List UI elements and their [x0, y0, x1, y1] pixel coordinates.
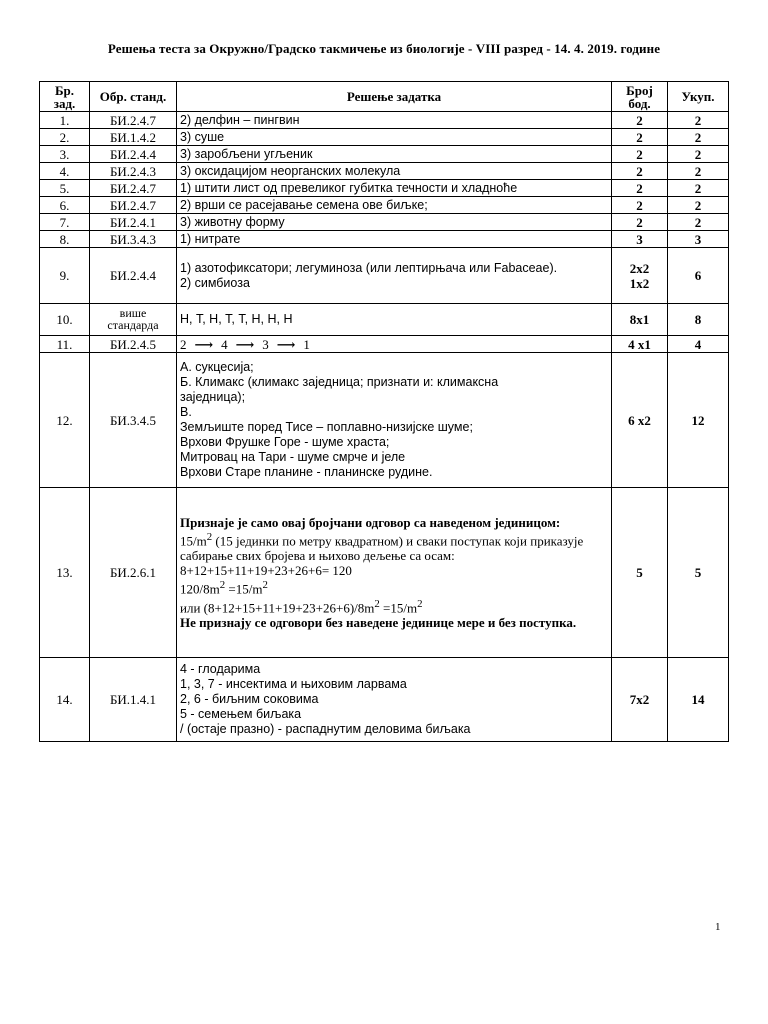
table-row	[40, 248, 729, 304]
table-row	[40, 180, 729, 197]
standard-code: БИ.2.4.5	[90, 336, 177, 353]
sequence-item: 2	[180, 336, 187, 352]
answer-reject-note: Не признају се одговори без наведене јединице мере и без поступка.	[180, 614, 577, 630]
standard-code: БИ.3.4.5	[90, 353, 177, 488]
answer-text	[177, 658, 612, 742]
answer-text: 3) заробљени угљеник	[177, 146, 612, 163]
sequence-item: 1	[303, 336, 310, 352]
standard-code: БИ.2.4.7	[90, 112, 177, 129]
standard-code: БИ.2.4.7	[90, 180, 177, 197]
answer-line: В.	[180, 405, 192, 419]
answer-text: 1) штити лист од превеликог губитка течности и хладноће	[177, 180, 612, 197]
task-number: 7.	[40, 214, 90, 231]
total: 12	[668, 353, 729, 488]
answer-calculation: или $(8+12+15+11+19+23+26+6)/8m^2 =15/m^2$	[180, 597, 423, 615]
answer-text: Н, Т, Н, Т, Т, Н, Н, Н	[177, 304, 612, 336]
task-number: 10.	[40, 304, 90, 336]
total: 2	[668, 197, 729, 214]
points: 2	[612, 180, 668, 197]
points: 6 x2	[612, 353, 668, 488]
answer-line: 2) симбиоза	[180, 275, 250, 290]
header-total: Укуп.	[668, 82, 729, 112]
task-number: 4.	[40, 163, 90, 180]
total: 8	[668, 304, 729, 336]
standard-code: БИ.1.4.2	[90, 129, 177, 146]
task-number: 1.	[40, 112, 90, 129]
sequence-item: 4	[221, 336, 228, 352]
points: 8x1	[612, 304, 668, 336]
answer-text: 3) оксидацијом неорганских молекула	[177, 163, 612, 180]
answer-calculation: 8+12+15+11+19+23+26+6= 120	[180, 563, 352, 579]
answer-sequence	[177, 336, 612, 353]
answer-line: Врхови Старе планине - планинске рудине.	[180, 465, 433, 479]
total: 4	[668, 336, 729, 353]
total: 14	[668, 658, 729, 742]
standard-code: БИ.2.6.1	[90, 488, 177, 658]
header-standard: Обр. станд.	[90, 82, 177, 112]
document-title: Решења теста за Окружно/Градско такмичење из биологије - VIII разред - 14. 4. 2019. године	[107, 41, 661, 56]
standard-code: БИ.1.4.1	[90, 658, 177, 742]
table-row	[40, 488, 729, 658]
answer-text	[177, 353, 612, 488]
table-row	[40, 129, 729, 146]
task-number: 6.	[40, 197, 90, 214]
page-number: 1	[715, 921, 721, 933]
answer-line: $15/m^2$ (15 јединки по метру квадратном) и сваки поступак који приказује сабирање свих бројева и њихово дељење са осам:	[180, 531, 584, 564]
standard-code: БИ.2.4.4	[90, 248, 177, 304]
total: 2	[668, 163, 729, 180]
table-row	[40, 304, 729, 336]
arrow-right-icon: ⟶	[194, 336, 214, 352]
points: 2	[612, 112, 668, 129]
total: 2	[668, 146, 729, 163]
points: 2	[612, 197, 668, 214]
points-line: 1x2	[629, 275, 650, 291]
task-number: 2.	[40, 129, 90, 146]
arrow-right-icon: ⟶	[235, 336, 255, 352]
points: 2	[612, 163, 668, 180]
header-points-line-2: бод.	[628, 95, 651, 111]
answer-line: 1) азотофиксатори; легуминоза (или лептирњача или Fabaceae).	[180, 260, 558, 275]
task-number: 9.	[40, 248, 90, 304]
total: 3	[668, 231, 729, 248]
table-row	[40, 146, 729, 163]
table-header-row	[40, 82, 729, 112]
points: 7x2	[612, 658, 668, 742]
header-solution: Решење задатка	[177, 82, 612, 112]
task-number: 5.	[40, 180, 90, 197]
standard-code	[90, 304, 177, 336]
points: 3	[612, 231, 668, 248]
table-row	[40, 231, 729, 248]
standard-code: БИ.2.4.4	[90, 146, 177, 163]
total: 2	[668, 129, 729, 146]
answer-text: 3) животну форму	[177, 214, 612, 231]
points-line: 2x2	[629, 260, 650, 276]
answer-line: Врхови Фрушке Горе - шуме храста;	[180, 435, 390, 449]
table-row	[40, 112, 729, 129]
table-row	[40, 353, 729, 488]
header-task-number	[40, 82, 90, 112]
table-row	[40, 658, 729, 742]
total: 2	[668, 214, 729, 231]
task-number: 13.	[40, 488, 90, 658]
total: 6	[668, 248, 729, 304]
points: 2	[612, 214, 668, 231]
total: 5	[668, 488, 729, 658]
answer-text: 3) суше	[177, 129, 612, 146]
answer-line: А. сукцесија;	[180, 360, 254, 374]
answers-table	[39, 81, 729, 742]
arrow-right-icon: ⟶	[276, 336, 296, 352]
standard-code: БИ.3.4.3	[90, 231, 177, 248]
answer-line: / (остаје празно) - распаднутим деловима биљака	[180, 722, 471, 736]
points: 2	[612, 146, 668, 163]
total: 2	[668, 112, 729, 129]
answer-line: заједница);	[180, 390, 246, 404]
standard-code: БИ.2.4.7	[90, 197, 177, 214]
standard-code: БИ.2.4.1	[90, 214, 177, 231]
table-row	[40, 214, 729, 231]
answer-line: Митровац на Тари - шуме смрче и јеле	[180, 450, 406, 464]
task-number: 12.	[40, 353, 90, 488]
points: 2	[612, 129, 668, 146]
answer-line: 1, 3, 7 - инсектима и њиховим ларвама	[180, 677, 407, 691]
answer-accept-note: Признаје је само овај бројчани одговор са наведеном јединицом:	[180, 515, 561, 530]
standard-line: више	[119, 306, 147, 320]
task-number: 8.	[40, 231, 90, 248]
table-row	[40, 197, 729, 214]
task-number: 3.	[40, 146, 90, 163]
standard-code: БИ.2.4.3	[90, 163, 177, 180]
total: 2	[668, 180, 729, 197]
answer-text	[177, 248, 612, 304]
answer-calculation: $120/8m^2 =15/m^2$	[180, 579, 268, 597]
standard-line: стандарда	[107, 318, 159, 332]
points: 4 x1	[612, 336, 668, 353]
header-task-number-line-1: Бр.	[54, 82, 75, 98]
answer-text	[177, 488, 612, 658]
answer-text: 1) нитрате	[177, 231, 612, 248]
answer-line: 2, 6 - биљним соковима	[180, 692, 319, 706]
table-row	[40, 163, 729, 180]
sequence-item: 3	[262, 336, 269, 352]
header-points	[612, 82, 668, 112]
answer-line: 5 - семењем биљака	[180, 707, 302, 721]
answer-line: Б. Климакс (климакс заједница; признати и: климаксна	[180, 375, 499, 389]
answer-text: 2) врши се расејавање семена ове биљке;	[177, 197, 612, 214]
task-number: 11.	[40, 336, 90, 353]
header-task-number-line-2: зад.	[53, 95, 76, 111]
points	[612, 248, 668, 304]
task-number: 14.	[40, 658, 90, 742]
answer-line: Земљиште поред Тисе – поплавно-низијске шуме;	[180, 420, 473, 434]
answer-line: 4 - глодарима	[180, 662, 261, 676]
points: 5	[612, 488, 668, 658]
table-row	[40, 336, 729, 353]
answer-text: 2) делфин – пингвин	[177, 112, 612, 129]
header-points-line-1: Број	[626, 82, 653, 98]
